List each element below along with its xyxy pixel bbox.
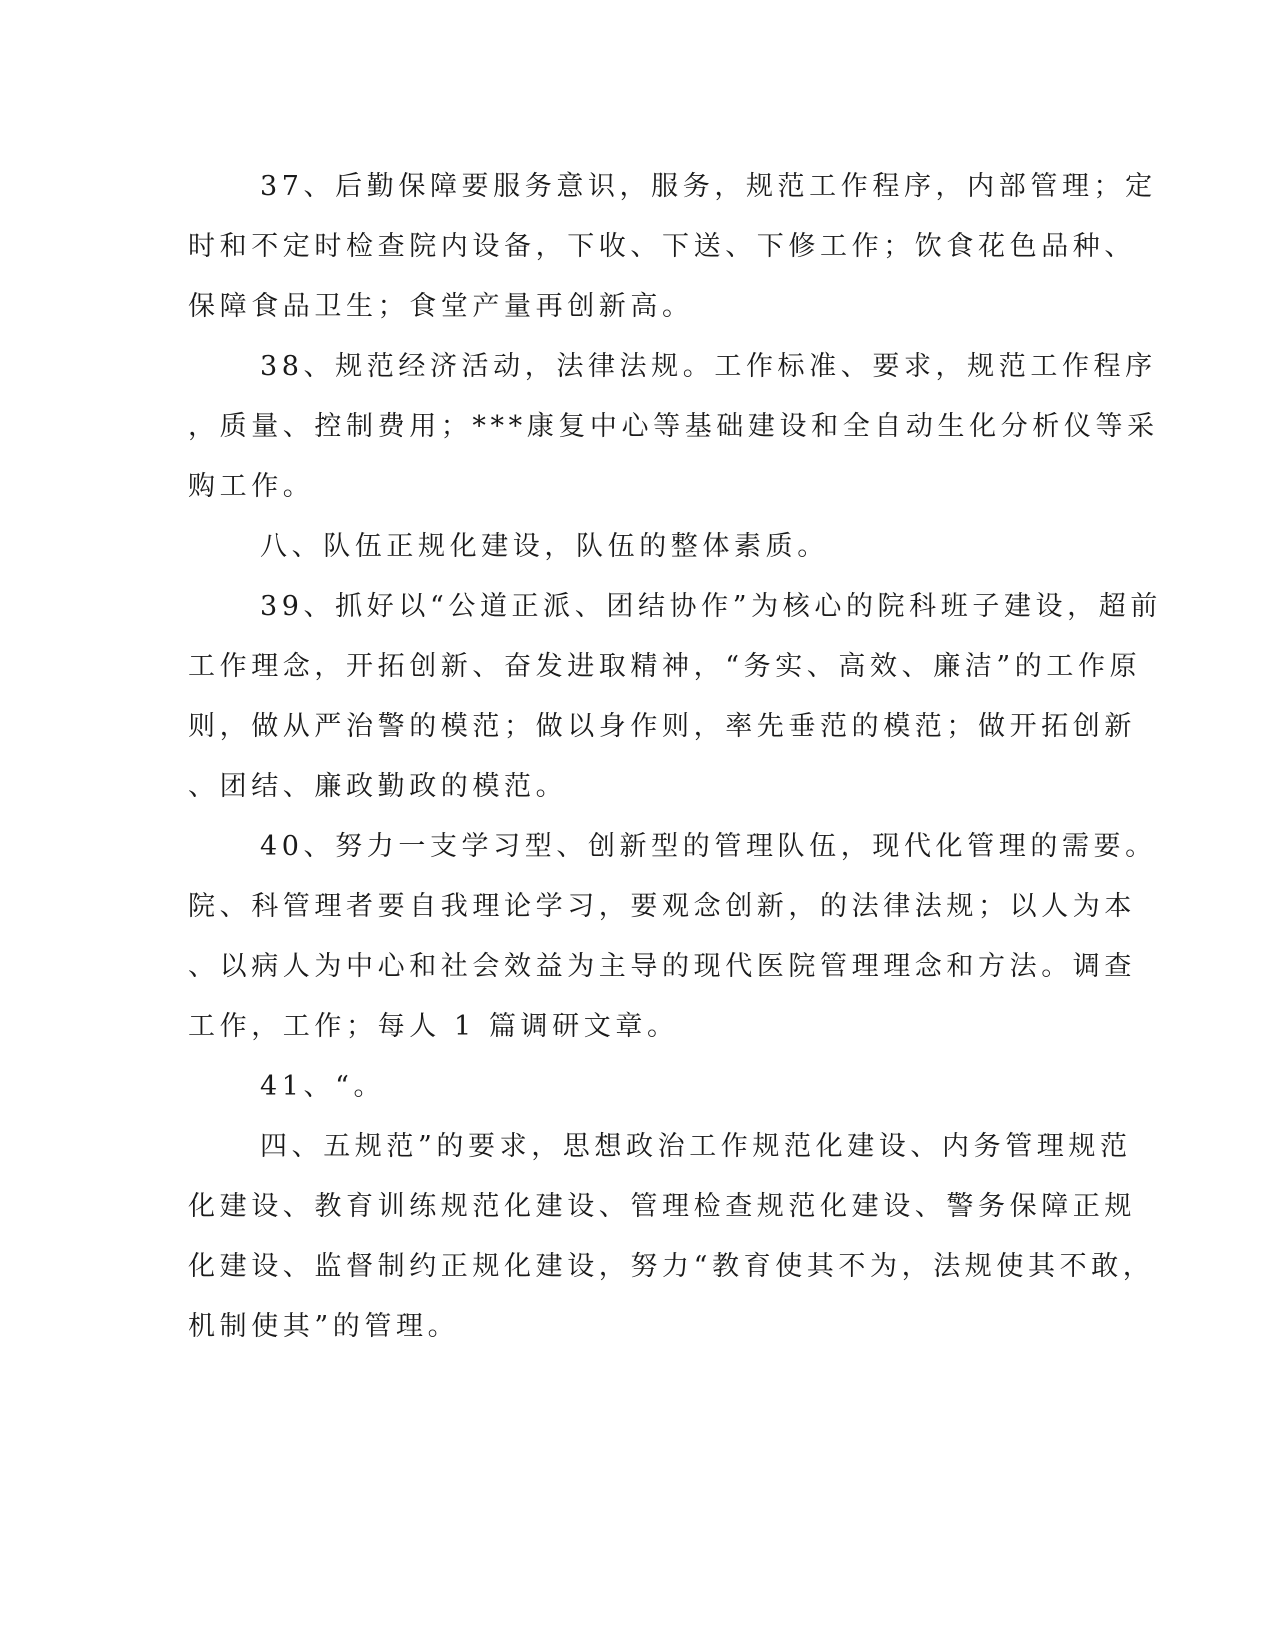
- text-line: 机制使其”的管理。: [188, 1311, 460, 1342]
- text-line: 、团结、廉政勤政的模范。: [188, 771, 568, 802]
- paragraph-37: [188, 157, 1157, 337]
- text-line: 院、科管理者要自我理论学习，要观念创新，的法律法规；以人为本: [188, 891, 1136, 922]
- text-line: 则，做从严治警的模范；做以身作则，率先垂范的模范；做开拓创新: [188, 711, 1136, 742]
- text-line: 保障食品卫生；食堂产量再创新高。: [188, 291, 694, 322]
- text-line: 38、规范经济活动，法律法规。工作标准、要求，规范工作程序: [260, 351, 1157, 382]
- paragraph-40: [188, 817, 1157, 1057]
- paragraph-41: [188, 1057, 1068, 1117]
- text-line: 、以病人为中心和社会效益为主导的现代医院管理理念和方法。调查: [188, 951, 1136, 982]
- text-line: 化建设、教育训练规范化建设、管理检查规范化建设、警务保障正规: [188, 1191, 1136, 1222]
- text-line: 时和不定时检查院内设备，下收、下送、下修工作；饮食花色品种、: [188, 231, 1136, 262]
- text-line: 四、五规范”的要求，思想政治工作规范化建设、内务管理规范: [260, 1131, 1132, 1162]
- paragraph-39: [188, 577, 1162, 817]
- paragraph-38: [188, 337, 1159, 517]
- text-line: 41、“。: [260, 1071, 386, 1102]
- text-line: ，质量、控制费用；***康复中心等基础建设和全自动生化分析仪等采: [188, 411, 1159, 442]
- text-line: 37、后勤保障要服务意识，服务，规范工作程序，内部管理；定: [260, 171, 1157, 202]
- text-line: 40、努力一支学习型、创新型的管理队伍，现代化管理的需要。: [260, 831, 1157, 862]
- section-heading-8: [188, 517, 1068, 577]
- text-line: 购工作。: [188, 471, 315, 502]
- paragraph-four-five-norms: [188, 1117, 1155, 1357]
- text-line: 39、抓好以“公道正派、团结协作”为核心的院科班子建设，超前: [260, 591, 1162, 622]
- text-line: 工作理念，开拓创新、奋发进取精神，“务实、高效、廉洁”的工作原: [188, 651, 1142, 682]
- text-line: 化建设、监督制约正规化建设，努力“教育使其不为，法规使其不敢，: [188, 1251, 1155, 1282]
- text-line: 工作，工作；每人 1 篇调研文章。: [188, 1011, 679, 1042]
- text-line: 八、队伍正规化建设，队伍的整体素质。: [260, 531, 829, 562]
- document-body: [188, 157, 1162, 1357]
